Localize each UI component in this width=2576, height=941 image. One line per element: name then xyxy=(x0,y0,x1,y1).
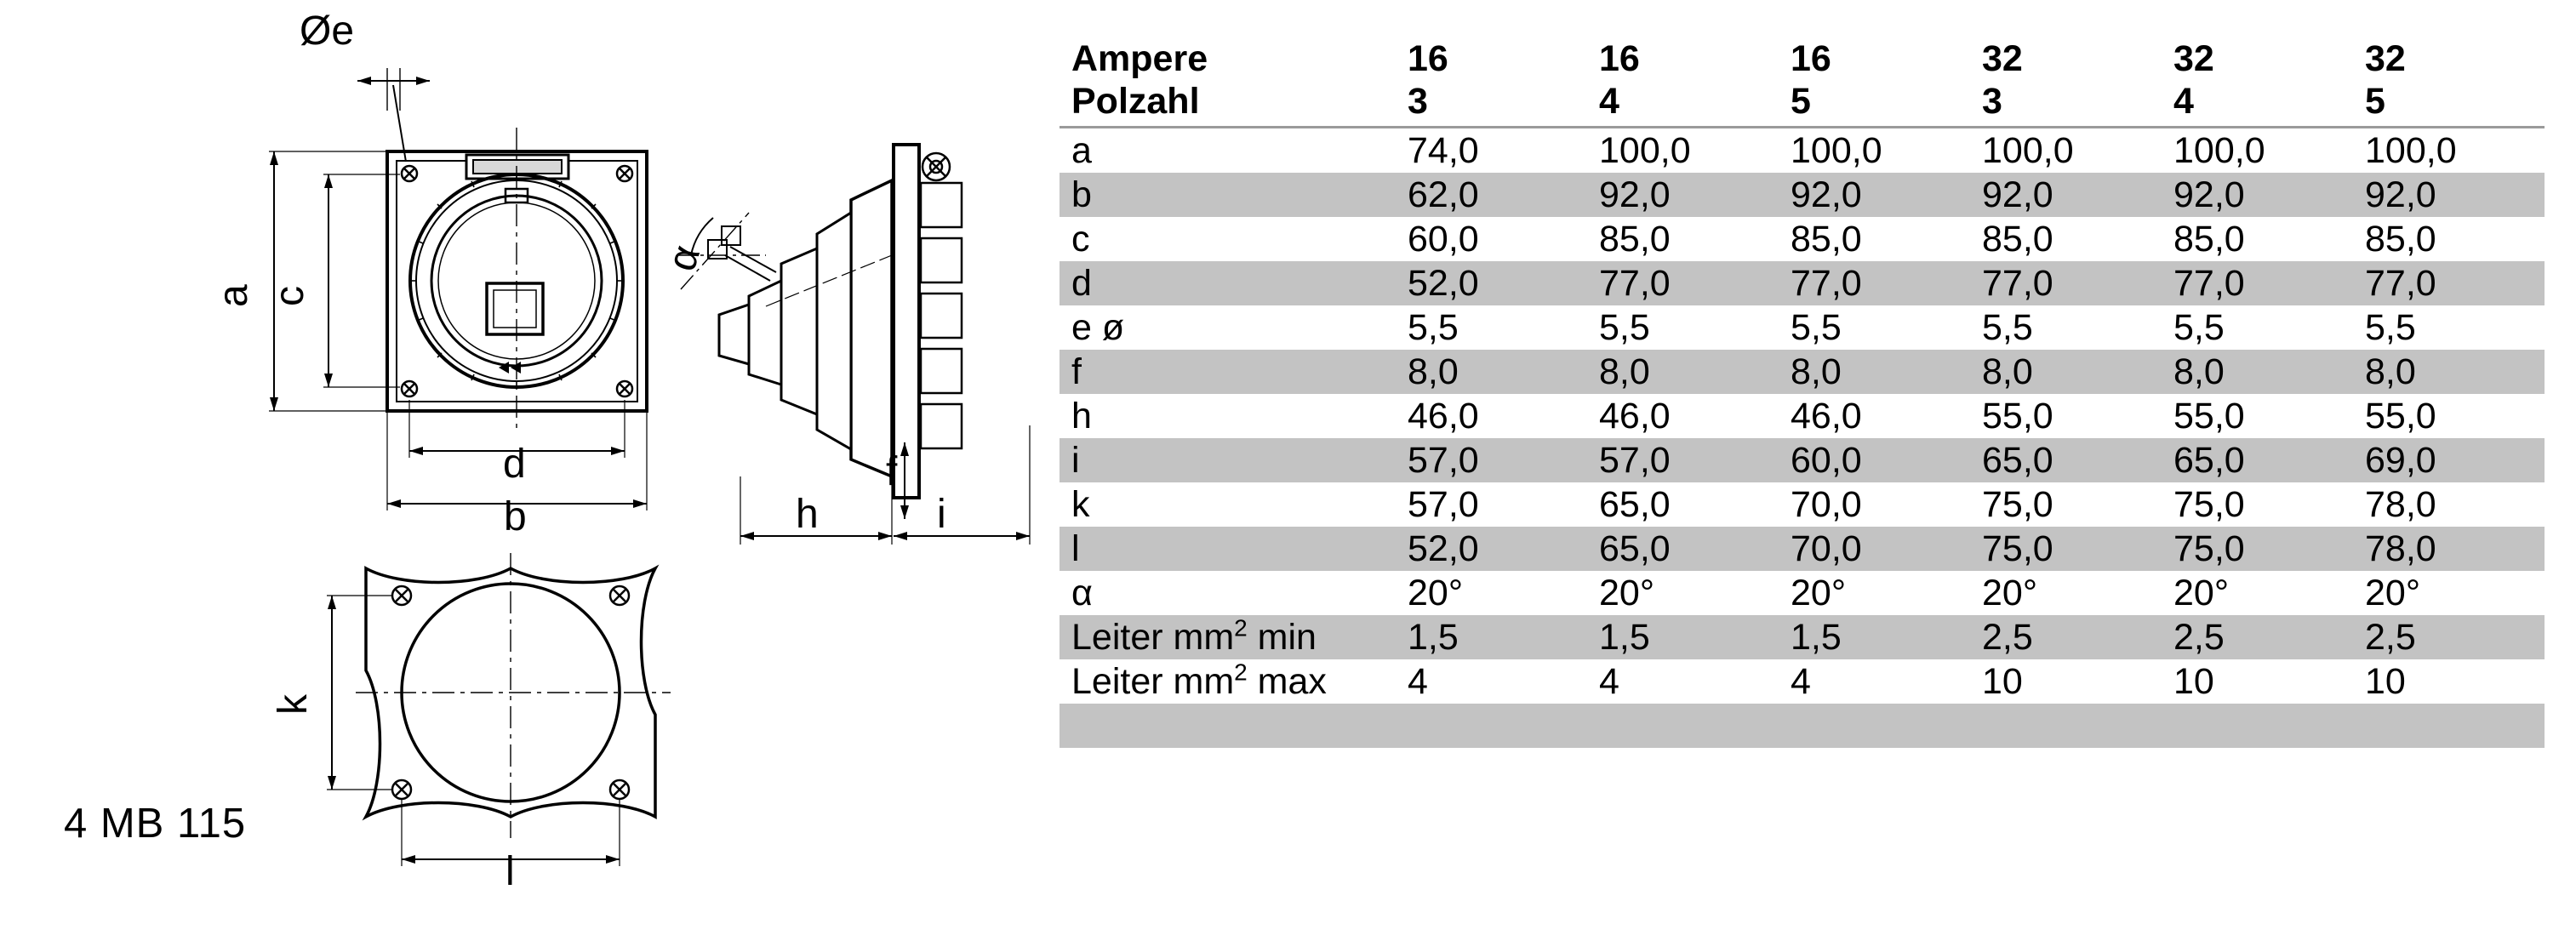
row-value: 77,0 xyxy=(2162,261,2353,305)
table-header-polzahl xyxy=(1060,80,2545,128)
label-f: f xyxy=(886,449,898,494)
row-value xyxy=(1970,704,2162,748)
row-value: 8,0 xyxy=(1587,350,1779,394)
header-polzahl-col-2: 4 xyxy=(1587,80,1779,128)
header-ampere-col-4: 32 xyxy=(1982,37,2023,79)
row-value: 57,0 xyxy=(1587,438,1779,482)
table-row xyxy=(1060,173,2545,217)
header-ampere-col-3: 16 xyxy=(1791,37,1831,79)
row-value: 4 xyxy=(1791,660,1811,702)
row-value: 75,0 xyxy=(2173,483,2245,525)
part-code: 4 MB 115 xyxy=(64,801,247,847)
row-value: 70,0 xyxy=(1791,483,1862,525)
label-c: c xyxy=(267,286,312,306)
row-value: 8,0 xyxy=(2353,350,2545,394)
row-value: 8,0 xyxy=(1779,350,1970,394)
row-value: 100,0 xyxy=(2173,129,2265,171)
row-value: 60,0 xyxy=(1408,218,1479,259)
header-polzahl-col-3: 5 xyxy=(1779,80,1970,128)
row-value: 5,5 xyxy=(2365,306,2416,348)
table-row xyxy=(1060,305,2545,350)
row-value: 10 xyxy=(1982,660,2023,702)
row-value: 60,0 xyxy=(1779,438,1970,482)
header-ampere-col-1: 16 xyxy=(1408,37,1448,79)
row-value xyxy=(1396,704,1587,748)
row-value: 4 xyxy=(1408,660,1428,702)
row-value: 85,0 xyxy=(1599,218,1671,259)
label-h: h xyxy=(796,492,819,537)
row-value: 2,5 xyxy=(1970,615,2162,659)
row-value: 8,0 xyxy=(1396,350,1587,394)
row-value: 92,0 xyxy=(1587,173,1779,217)
row-value: 20° xyxy=(1791,572,1847,613)
table-row xyxy=(1060,571,2545,615)
row-label: Leiter $mm^2$ max xyxy=(1071,659,1327,702)
row-label: i xyxy=(1060,438,1396,482)
row-value: 92,0 xyxy=(1970,173,2162,217)
row-value: 92,0 xyxy=(1779,173,1970,217)
row-value: 20° xyxy=(1408,572,1464,613)
label-a: a xyxy=(211,284,256,307)
row-value: 20° xyxy=(1599,572,1655,613)
row-label: c xyxy=(1071,218,1090,259)
row-value: 2,5 xyxy=(2353,615,2545,659)
row-value: 65,0 xyxy=(1599,483,1671,525)
row-value: 100,0 xyxy=(1982,129,2074,171)
row-value xyxy=(2353,704,2545,748)
table-row xyxy=(1060,217,2545,261)
table-header-ampere xyxy=(1060,37,2545,80)
row-value: 77,0 xyxy=(1779,261,1970,305)
row-value: 1,5 xyxy=(1587,615,1779,659)
row-value: 70,0 xyxy=(1779,527,1970,571)
row-value: 100,0 xyxy=(1599,129,1691,171)
row-value xyxy=(1587,704,1779,748)
row-value: 85,0 xyxy=(1982,218,2053,259)
row-value: 85,0 xyxy=(2173,218,2245,259)
table-row xyxy=(1060,482,2545,527)
row-label xyxy=(1060,704,1396,748)
row-value: 8,0 xyxy=(2162,350,2353,394)
table-row xyxy=(1060,659,2545,704)
table-row xyxy=(1060,350,2545,394)
row-value: 5,5 xyxy=(1408,306,1459,348)
label-l: l xyxy=(505,849,515,894)
label-d: d xyxy=(503,442,526,487)
table-row xyxy=(1060,615,2545,659)
label-i: i xyxy=(937,492,946,537)
header-polzahl-col-1: 3 xyxy=(1396,80,1587,128)
row-label: e ø xyxy=(1071,306,1125,348)
spec-table-container xyxy=(1060,37,2557,748)
row-label: f xyxy=(1060,350,1396,394)
row-value: 10 xyxy=(2365,660,2406,702)
row-value: 5,5 xyxy=(1791,306,1842,348)
row-value: 75,0 xyxy=(1970,527,2162,571)
row-value: 46,0 xyxy=(1791,395,1862,436)
row-value: 4 xyxy=(1599,660,1619,702)
row-value: 5,5 xyxy=(1982,306,2033,348)
row-value: 77,0 xyxy=(2353,261,2545,305)
row-value: 78,0 xyxy=(2365,483,2436,525)
row-value: 77,0 xyxy=(1970,261,2162,305)
row-value: 100,0 xyxy=(1791,129,1882,171)
header-ampere-col-5: 32 xyxy=(2173,37,2214,79)
row-value: 65,0 xyxy=(2162,438,2353,482)
row-value: 8,0 xyxy=(1970,350,2162,394)
row-value: 92,0 xyxy=(2162,173,2353,217)
label-diameter-e: Øe xyxy=(300,9,355,54)
row-value: 5,5 xyxy=(2173,306,2225,348)
header-ampere-col-6: 32 xyxy=(2365,37,2406,79)
table-row xyxy=(1060,704,2545,748)
header-polzahl-col-6: 5 xyxy=(2353,80,2545,128)
row-value xyxy=(1779,704,1970,748)
header-label-polzahl: Polzahl xyxy=(1060,80,1396,128)
row-label: d xyxy=(1060,261,1396,305)
row-label: a xyxy=(1071,129,1092,171)
row-value: 65,0 xyxy=(1587,527,1779,571)
table-row xyxy=(1060,128,2545,174)
table-row xyxy=(1060,394,2545,438)
row-value: 100,0 xyxy=(2365,129,2457,171)
row-value: 78,0 xyxy=(2353,527,2545,571)
row-label: l xyxy=(1060,527,1396,571)
row-value: 57,0 xyxy=(1396,438,1587,482)
row-value: 46,0 xyxy=(1599,395,1671,436)
table-row xyxy=(1060,261,2545,305)
row-value: 20° xyxy=(1982,572,2038,613)
row-label: k xyxy=(1071,483,1090,525)
row-value: 10 xyxy=(2173,660,2214,702)
row-value: 1,5 xyxy=(1779,615,1970,659)
row-label: α xyxy=(1071,572,1093,613)
technical-drawing xyxy=(0,0,1064,941)
label-b: b xyxy=(504,494,527,539)
row-value: 20° xyxy=(2173,572,2230,613)
row-value: 74,0 xyxy=(1408,129,1479,171)
row-value: 75,0 xyxy=(1982,483,2053,525)
row-value: 62,0 xyxy=(1396,173,1587,217)
row-value: 57,0 xyxy=(1408,483,1479,525)
label-alpha: α xyxy=(659,240,710,277)
row-value: 20° xyxy=(2365,572,2421,613)
row-label: Leiter $mm^2$ min xyxy=(1060,615,1396,659)
row-value: 5,5 xyxy=(1599,306,1650,348)
row-value: 77,0 xyxy=(1587,261,1779,305)
table-row xyxy=(1060,438,2545,482)
row-value: 92,0 xyxy=(2353,173,2545,217)
row-value: 52,0 xyxy=(1396,527,1587,571)
spec-table xyxy=(1060,37,2545,748)
row-value: 52,0 xyxy=(1396,261,1587,305)
row-value: 85,0 xyxy=(1791,218,1862,259)
header-ampere-col-2: 16 xyxy=(1599,37,1640,79)
header-polzahl-col-5: 4 xyxy=(2162,80,2353,128)
row-value: 65,0 xyxy=(1970,438,2162,482)
label-k: k xyxy=(271,694,316,715)
row-value: 75,0 xyxy=(2162,527,2353,571)
row-value: 69,0 xyxy=(2353,438,2545,482)
row-value: 1,5 xyxy=(1396,615,1587,659)
row-value: 55,0 xyxy=(2365,395,2436,436)
header-polzahl-col-4: 3 xyxy=(1970,80,2162,128)
row-value: 46,0 xyxy=(1408,395,1479,436)
row-label: b xyxy=(1060,173,1396,217)
row-value: 55,0 xyxy=(2173,395,2245,436)
row-label: h xyxy=(1071,395,1092,436)
row-value: 55,0 xyxy=(1982,395,2053,436)
row-value: 2,5 xyxy=(2162,615,2353,659)
row-value: 85,0 xyxy=(2365,218,2436,259)
table-row xyxy=(1060,527,2545,571)
row-value xyxy=(2162,704,2353,748)
header-label-ampere: Ampere xyxy=(1071,37,1208,79)
